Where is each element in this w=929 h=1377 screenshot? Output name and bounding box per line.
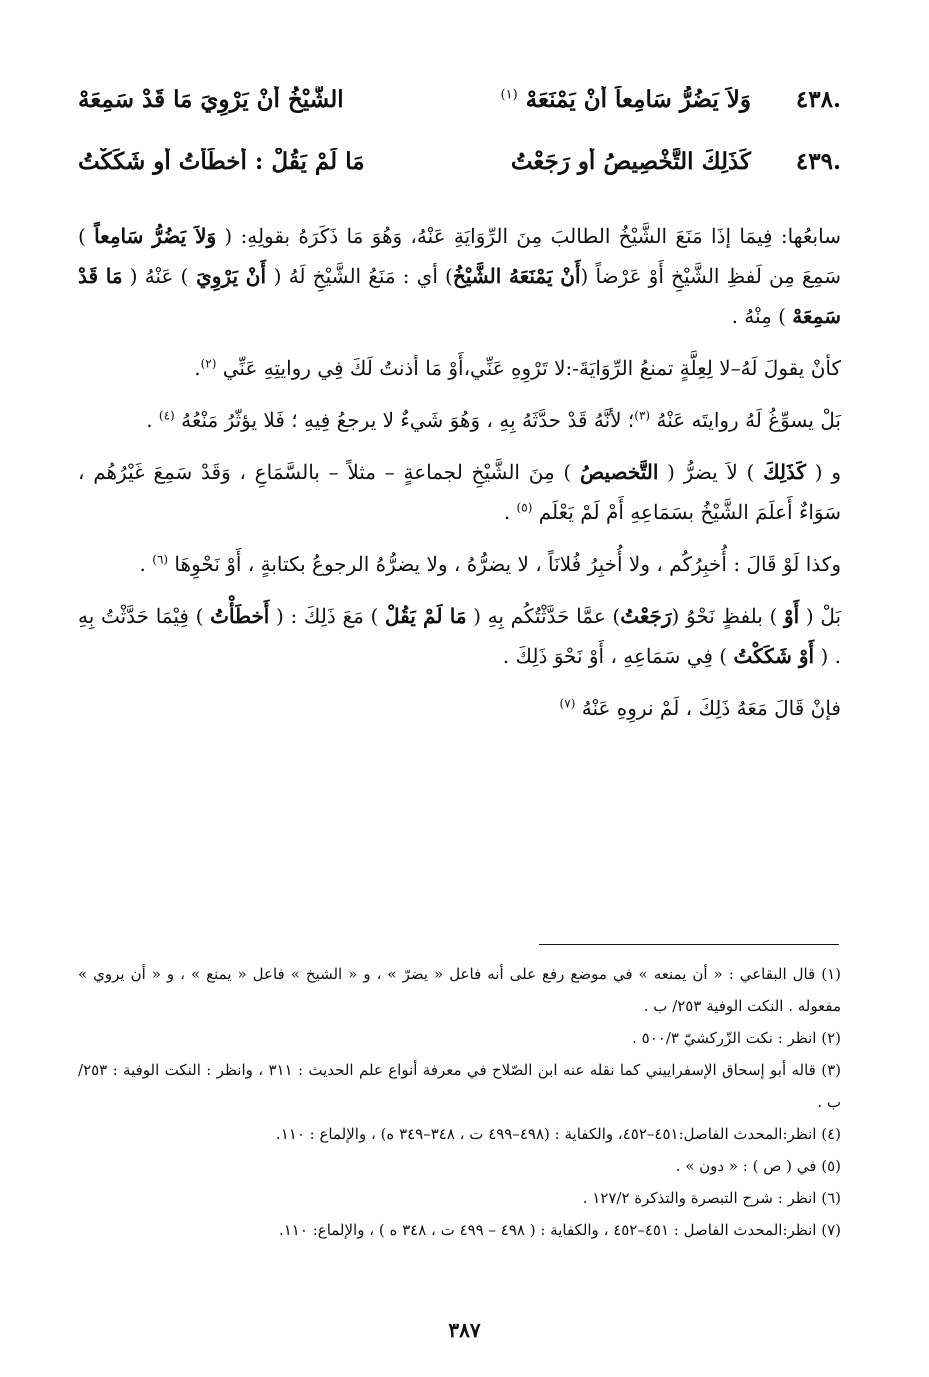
- bold-verse-quote: أَوْ: [783, 604, 800, 628]
- footnote-separator: [539, 944, 839, 945]
- footnotes: [78, 958, 841, 1246]
- commentary-text-segment: ) سَمِعَ مِن لَفظِ الشَّيْخِ أَوْ عَرْضاً (: [78, 224, 841, 288]
- commentary-paragraph: [78, 216, 841, 336]
- commentary-text-segment: ) بلفظٍ نَحْوُ (: [671, 604, 784, 628]
- footnote-ref: (١): [500, 87, 518, 103]
- footnote-6: (٦) انظر : شرح التبصرة والتذكرة ١٢٧/٢ .: [582, 1189, 841, 1207]
- verse-number: ٤٣٨.: [795, 86, 841, 113]
- page-number: ٣٨٧: [448, 1318, 481, 1342]
- footnote-1: (١) قال البقاعي : « أن يمنعه » في موضع رفع على أنه فاعل « يضرّ » ، و « الشيخ » فاعل « يمنع » ، و « أن يروي » مفعوله . النكت الوفية ٢٥٣/ ب .: [78, 965, 841, 1015]
- verse-hemistich-first-text: وَلاَ يَضُرُّ سَامِعاً أنْ يَمْنَعَهْ: [525, 86, 751, 113]
- commentary-text-segment: ) عَنْهُ (: [122, 264, 189, 288]
- bold-verse-quote: أَنْ يَمْنَعَهُ الشَّيْخُ: [452, 264, 581, 288]
- commentary-text-segment: .: [139, 552, 153, 576]
- footnote-ref: (٦): [152, 552, 169, 567]
- commentary-text-segment: ) عمَّا حَدَّثْتُكُم بِهِ (: [466, 604, 621, 628]
- bold-verse-quote: أَخطَأْتُ: [210, 604, 270, 628]
- footnote-ref: (٥): [516, 500, 533, 515]
- bold-verse-quote: أَنْ يَرْوِيَ: [188, 264, 274, 288]
- commentary-text-segment: ) مَعَ ذَلِكَ : (: [269, 604, 385, 628]
- commentary-text-segment: ؛ لأنَّهُ قَدْ حدَّثَهُ بِهِ ، وَهُوَ شَيءٌ لا يرجعُ فِيهِ ؛ فَلا يؤثّرُ مَنْعُهُ: [174, 408, 635, 432]
- footnote-ref: (٧): [559, 696, 576, 711]
- commentary-text-segment: فإنْ قَالَ مَعَهُ ذَلِكَ ، لَمْ نروِهِ عَنْهُ: [575, 696, 841, 720]
- commentary-text: [78, 216, 841, 740]
- commentary-paragraph: [78, 452, 841, 532]
- bold-verse-quote: كَذَلِكَ: [763, 460, 807, 484]
- bold-verse-quote: وَلاَ يَضُرُّ سَامِعاً: [94, 224, 217, 248]
- commentary-text-segment: وكذا لَوْ قَالَ : أُخبِرُكُم ، ولا أُخبِرُ فُلانَاً ، لا يضرُّهُ ، ولا يضرُّهُ الرجوعُ بكتابةٍ ، أَوْ نَحْوِهَا: [168, 552, 841, 576]
- commentary-text-segment: .: [146, 408, 159, 432]
- commentary-text-segment: و (: [806, 460, 841, 484]
- commentary-text-segment: سابعُها: فِيمَا إذَا مَنَعَ الشَّيْخُ الطالبَ مِنَ الرِّوَايَةِ عَنْهُ، وَهُوَ مَا ذَكَرَهُ بقولِهِ:: [240, 224, 841, 248]
- commentary-text-segment: ) مِنْهُ .: [731, 304, 793, 328]
- footnote-ref: (٤): [158, 408, 175, 423]
- bold-verse-quote: مَا قَدْ سَمِعَهْ: [78, 264, 841, 328]
- commentary-text-segment: ) فِي سَمَاعِهِ ، أَوْ نَحْوَ ذَلِكَ .: [502, 644, 734, 668]
- verse-number: ٤٣٩.: [795, 148, 841, 175]
- footnote-3: (٣) قاله أبو إسحاق الإسفراييني كما نقله عنه ابن الصّلاح في معرفة أنواع علم الحديث : ٣١١ ، وانظر : النكت الوفية : ٢٥٣/ب .: [78, 1061, 841, 1111]
- commentary-text-segment: .: [503, 500, 517, 524]
- commentary-text-segment: ) مِنَ الشَّيْخِ لجماعةٍ – مثلاً – بالسَّمَاعِ ، وَقَدْ سَمِعَ غَيْرُهُم ، سَوَاءٌ أَعلَمَ الشَّيْخُ بسَمَاعِهِ أَمْ لَمْ يَعْلَم: [78, 460, 841, 524]
- bold-verse-quote: التَّخصيصُ: [579, 460, 659, 484]
- commentary-paragraph: [78, 688, 841, 728]
- footnote-2: (٢) انظر : نكت الزّركشيّ ٥٠٠/٣ .: [632, 1029, 841, 1047]
- bold-verse-quote: مَا لَمْ يَقُلْ: [384, 604, 467, 628]
- bold-verse-quote: رَجَعْتُ: [620, 604, 672, 628]
- commentary-text-segment: ) فِيْمَا حَدَّثْتُ بِهِ . (: [78, 604, 841, 668]
- commentary-text-segment: بَلْ (: [799, 604, 842, 628]
- verse-hemistich-second: مَا لَمْ يَقُلْ : أَخطَأْتُ أو شَكَكْتُ: [78, 148, 365, 175]
- commentary-paragraph: [78, 544, 841, 584]
- footnote-ref: (٢): [200, 356, 217, 371]
- bold-verse-quote: أَوْ شَكَكْتُ: [733, 644, 815, 668]
- commentary-text-segment: ) لاَ يضرُّ (: [658, 460, 764, 484]
- commentary-paragraph: [78, 400, 841, 440]
- footnote-5: (٥) في ( ص ) : « دون » .: [675, 1157, 841, 1175]
- commentary-text-segment: ) أي : مَنَعُ الشَّيْخِ لَهُ (: [273, 264, 453, 288]
- footnote-7: (٧) انظر:المحدث الفاصل : ٤٥١–٤٥٢ ، والكفاية : ( ٤٩٨ – ٤٩٩ ت ، ٣٤٨ ه ) ، والإلماع: ١١٠.: [278, 1221, 841, 1239]
- commentary-text-segment: .: [194, 356, 201, 380]
- commentary-paragraph: [78, 596, 841, 676]
- verse-hemistich-first: [501, 86, 752, 113]
- commentary-paragraph: [78, 348, 841, 388]
- commentary-text-segment: بَلْ يسوِّغُ لَهُ روايتَه عَنْهُ: [650, 408, 841, 432]
- commentary-text-segment: كأنْ يقولَ لَهُ–لا لِعِلَّةٍ تمنعُ الرِّوَايَةَ-:لا تَرْوِهِ عَنِّي،أَوْ مَا أذنتُ لَكَ فِي روايتِهِ عَنِّي: [216, 356, 841, 380]
- verse-439: [78, 148, 841, 188]
- verse-438: [78, 86, 841, 126]
- footnote-4: (٤) انظر:المحدث الفاصل:٤٥١–٤٥٢، والكفاية : (٤٩٨–٤٩٩ ت ، ٣٤٨–٣٤٩ ه) ، والإلماع : ١١٠.: [275, 1125, 841, 1143]
- commentary-text-segment: (: [216, 224, 241, 248]
- verse-hemistich-first: كَذَلِكَ التَّخْصِيصُ أو رَجَعْتُ: [510, 148, 751, 175]
- footnote-ref: (٣): [634, 408, 651, 423]
- verse-hemistich-second: الشَّيْخُ أَنْ يَرْوِيَ مَا قَدْ سَمِعَهْ: [78, 86, 344, 113]
